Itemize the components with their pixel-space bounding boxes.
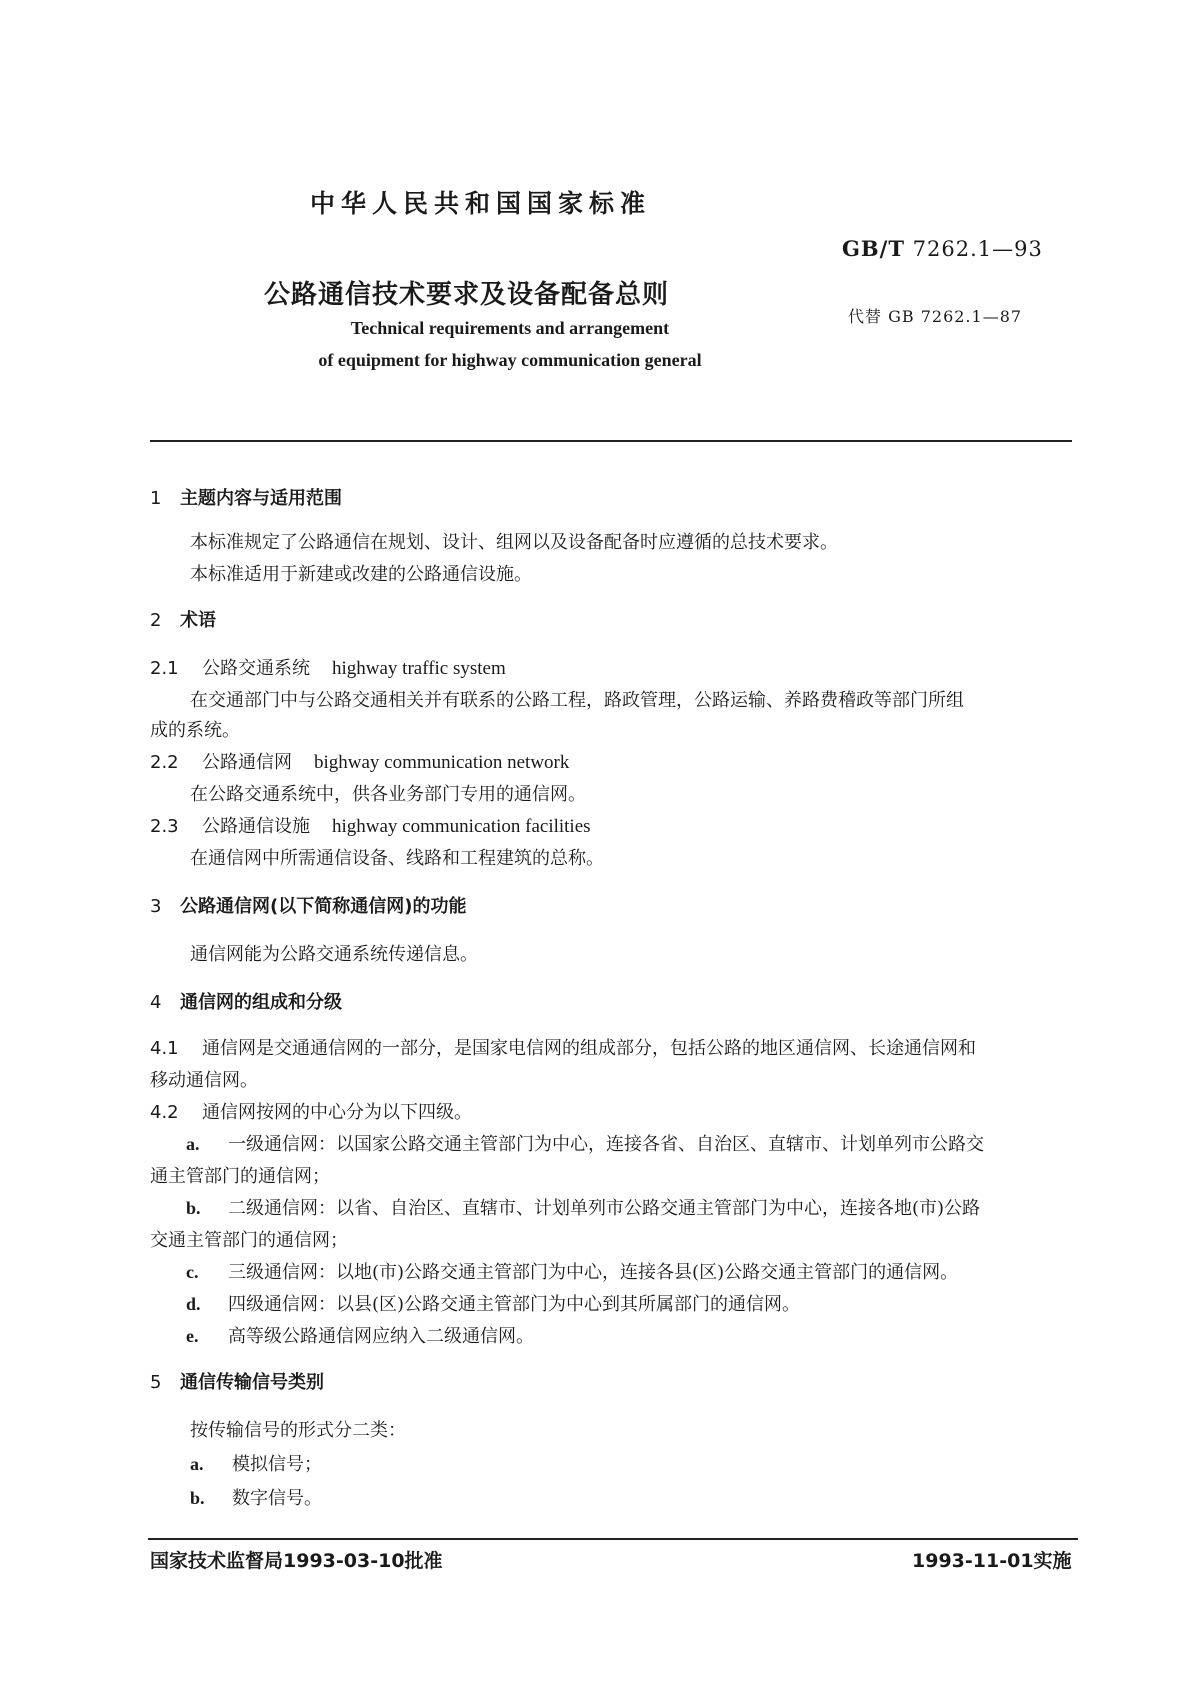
- list-label: a.: [190, 1454, 204, 1474]
- paragraph: 按传输信号的形式分二类：: [190, 1420, 406, 1441]
- section-title: 公路通信网(以下简称通信网)的功能: [180, 896, 467, 917]
- term-definition: 成的系统。: [150, 720, 240, 741]
- standard-number: [842, 236, 1043, 261]
- standard-prefix: GB/T: [842, 236, 905, 261]
- term-en: highway traffic system: [332, 658, 506, 679]
- term-2-1: [150, 654, 506, 680]
- term-definition: 在通信网中所需通信设备、线路和工程建筑的总称。: [190, 848, 604, 869]
- document-title-en-line1: Technical requirements and arrangement: [350, 318, 670, 338]
- list-item-d: [186, 1290, 800, 1316]
- term-en: highway communication facilities: [332, 816, 591, 837]
- section-4-heading: [150, 988, 342, 1014]
- clause-text: 通信网按网的中心分为以下四级。: [202, 1102, 472, 1123]
- section-number: 1: [150, 488, 162, 509]
- list-label: d.: [186, 1294, 201, 1314]
- section-title: 通信网的组成和分级: [180, 992, 342, 1013]
- header-divider: [150, 440, 1072, 442]
- term-cn: 公路通信网: [202, 752, 292, 773]
- list-text: 三级通信网：以地(市)公路交通主管部门为中心，连接各县(区)公路交通主管部门的通信网。: [228, 1262, 959, 1283]
- section-number: 4: [150, 992, 162, 1013]
- clause-number: 4.2: [150, 1102, 179, 1123]
- paragraph: 本标准适用于新建或改建的公路通信设施。: [190, 564, 532, 585]
- list-label: e.: [186, 1326, 199, 1346]
- list-text: 一级通信网：以国家公路交通主管部门为中心，连接各省、自治区、直辖市、计划单列市公路交: [228, 1134, 984, 1155]
- paragraph: 本标准规定了公路通信在规划、设计、组网以及设备配备时应遵循的总技术要求。: [190, 532, 838, 553]
- issuing-country-standard-title: 中华人民共和国国家标准: [310, 189, 652, 218]
- list-text-continued: 通主管部门的通信网；: [150, 1166, 330, 1187]
- term-definition: 在交通部门中与公路交通相关并有联系的公路工程，路政管理，公路运输、养路费稽政等部门所组: [190, 690, 964, 711]
- section-2-heading: [150, 606, 216, 632]
- clause-number: 2.1: [150, 658, 179, 679]
- list-text: 高等级公路通信网应纳入二级通信网。: [228, 1326, 534, 1347]
- list-label: a.: [186, 1134, 200, 1154]
- clause-number: 4.1: [150, 1038, 179, 1059]
- list-item-b: [186, 1194, 980, 1220]
- list-item-a: [186, 1130, 984, 1156]
- section-number: 3: [150, 896, 162, 917]
- list-text: 二级通信网：以省、自治区、直辖市、计划单列市公路交通主管部门为中心，连接各地(市)公路: [228, 1198, 981, 1219]
- list-label: b.: [190, 1488, 205, 1508]
- list-item-c: [186, 1258, 958, 1284]
- section-3-heading: [150, 892, 466, 918]
- section-title: 主题内容与适用范围: [180, 488, 342, 509]
- term-2-3: [150, 812, 591, 838]
- list-item-e: [186, 1322, 534, 1348]
- section-1-heading: [150, 484, 342, 510]
- list-label: c.: [186, 1262, 199, 1282]
- list-label: b.: [186, 1198, 201, 1218]
- list-item-b: [190, 1484, 322, 1510]
- document-title-cn: 公路通信技术要求及设备配备总则: [264, 280, 670, 310]
- paragraph: 通信网能为公路交通系统传递信息。: [190, 944, 478, 965]
- section-5-heading: [150, 1368, 324, 1394]
- footer-divider: [148, 1538, 1078, 1540]
- clause-number: 2.3: [150, 816, 179, 837]
- section-title: 术语: [180, 610, 216, 631]
- standard-code: 7262.1—93: [904, 237, 1043, 261]
- list-text: 四级通信网：以县(区)公路交通主管部门为中心到其所属部门的通信网。: [228, 1294, 801, 1315]
- list-item-a: [190, 1450, 322, 1476]
- replaces-standard: 代替 GB 7262.1—87: [848, 307, 1023, 326]
- clause-text: 通信网是交通通信网的一部分，是国家电信网的组成部分，包括公路的地区通信网、长途通信网和: [202, 1038, 976, 1059]
- term-en: bighway communication network: [314, 752, 570, 773]
- clause-text-continued: 移动通信网。: [150, 1070, 258, 1091]
- implementation-date: 1993-11-01实施: [912, 1550, 1072, 1572]
- clause-number: 2.2: [150, 752, 179, 773]
- section-title: 通信传输信号类别: [180, 1372, 324, 1393]
- term-cn: 公路交通系统: [202, 658, 310, 679]
- term-definition: 在公路交通系统中，供各业务部门专用的通信网。: [190, 784, 586, 805]
- clause-4-1: [150, 1034, 976, 1060]
- list-text: 模拟信号；: [232, 1454, 322, 1475]
- document-title-en-line2: of equipment for highway communication general: [318, 350, 702, 370]
- term-cn: 公路通信设施: [202, 816, 310, 837]
- approval-line: 国家技术监督局1993-03-10批准: [150, 1550, 443, 1572]
- section-number: 2: [150, 610, 162, 631]
- clause-4-2: [150, 1098, 472, 1124]
- list-text: 数字信号。: [232, 1488, 322, 1509]
- term-2-2: [150, 748, 569, 774]
- section-number: 5: [150, 1372, 162, 1393]
- list-text-continued: 交通主管部门的通信网；: [150, 1230, 348, 1251]
